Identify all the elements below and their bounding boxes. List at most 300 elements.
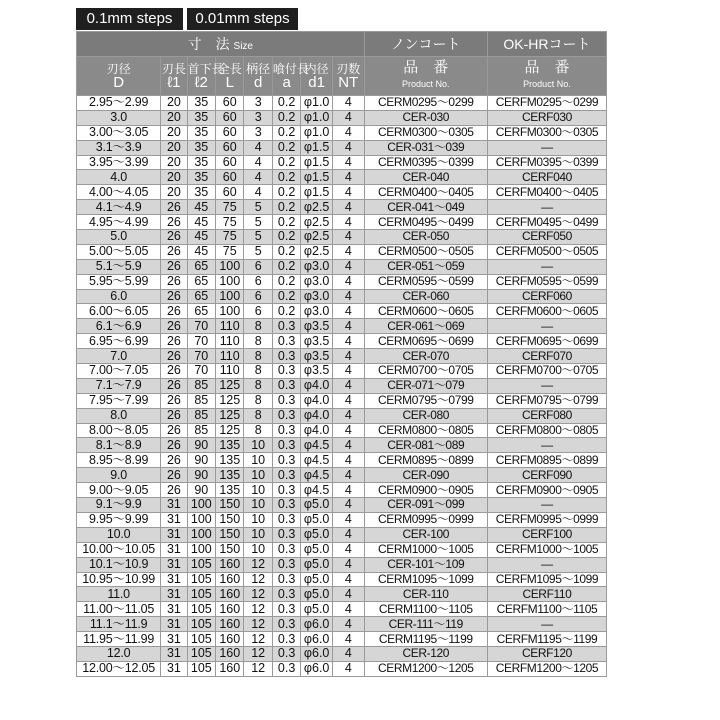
- cell-chamfer-length: 0.3: [272, 319, 300, 334]
- cell-product-ok-hr: CERF120: [487, 646, 606, 661]
- cell-shank-diameter: 8: [244, 378, 272, 393]
- cell-product-non-coat: CERM0300〜0305: [364, 125, 487, 140]
- cell-diameter: 11.95〜11.99: [77, 632, 161, 647]
- cell-overall-length: 125: [216, 378, 244, 393]
- cell-product-ok-hr: —: [487, 498, 606, 513]
- cell-diameter: 6.1〜6.9: [77, 319, 161, 334]
- cell-diameter: 9.95〜9.99: [77, 512, 161, 527]
- cell-inner-diameter: φ6.0: [301, 646, 333, 661]
- cell-chamfer-length: 0.2: [272, 259, 300, 274]
- cell-overall-length: 125: [216, 408, 244, 423]
- cell-overall-length: 160: [216, 632, 244, 647]
- cell-product-ok-hr: CERFM0500〜0505: [487, 244, 606, 259]
- ok-hr-coat-group-header: OK-HRコート: [487, 32, 606, 57]
- cell-flute-length: 26: [161, 319, 187, 334]
- cell-teeth: 4: [332, 96, 364, 111]
- cell-product-non-coat: CERM0500〜0505: [364, 244, 487, 259]
- table-row: [77, 125, 607, 140]
- cell-shank-diameter: 6: [244, 274, 272, 289]
- cell-overall-length: 110: [216, 319, 244, 334]
- cell-diameter: 10.00〜10.05: [77, 542, 161, 557]
- cell-inner-diameter: φ1.0: [301, 125, 333, 140]
- cell-chamfer-length: 0.3: [272, 512, 300, 527]
- table-row: [77, 408, 607, 423]
- cell-flute-length: 26: [161, 274, 187, 289]
- cell-shank-diameter: 10: [244, 498, 272, 513]
- cell-overall-length: 125: [216, 393, 244, 408]
- cell-product-non-coat: CERM1000〜1005: [364, 542, 487, 557]
- cell-teeth: 4: [332, 617, 364, 632]
- cell-chamfer-length: 0.3: [272, 483, 300, 498]
- cell-flute-length: 26: [161, 423, 187, 438]
- cell-product-non-coat: CERM0795〜0799: [364, 393, 487, 408]
- cell-chamfer-length: 0.3: [272, 378, 300, 393]
- cell-neck-length: 70: [187, 334, 215, 349]
- cell-neck-length: 100: [187, 542, 215, 557]
- cell-neck-length: 45: [187, 230, 215, 245]
- tab-0-01mm-steps[interactable]: 0.01mm steps: [187, 8, 298, 30]
- cell-product-ok-hr: CERFM0700〜0705: [487, 364, 606, 379]
- cell-product-ok-hr: —: [487, 617, 606, 632]
- col-header-number-of-teeth: 刃数 NT: [332, 57, 364, 96]
- cell-flute-length: 31: [161, 572, 187, 587]
- cell-flute-length: 20: [161, 96, 187, 111]
- cell-neck-length: 90: [187, 438, 215, 453]
- cell-product-ok-hr: CERFM0595〜0599: [487, 274, 606, 289]
- cell-product-ok-hr: —: [487, 319, 606, 334]
- cell-diameter: 4.1〜4.9: [77, 200, 161, 215]
- table-row: [77, 438, 607, 453]
- cell-inner-diameter: φ2.5: [301, 215, 333, 230]
- cell-chamfer-length: 0.3: [272, 349, 300, 364]
- cell-chamfer-length: 0.3: [272, 602, 300, 617]
- cell-teeth: 4: [332, 393, 364, 408]
- cell-flute-length: 20: [161, 140, 187, 155]
- cell-product-non-coat: CER-060: [364, 289, 487, 304]
- cell-flute-length: 26: [161, 483, 187, 498]
- cell-product-ok-hr: CERF050: [487, 230, 606, 245]
- cell-flute-length: 31: [161, 527, 187, 542]
- cell-overall-length: 60: [216, 185, 244, 200]
- cell-diameter: 7.1〜7.9: [77, 378, 161, 393]
- cell-flute-length: 26: [161, 289, 187, 304]
- table-row: [77, 185, 607, 200]
- cell-product-ok-hr: CERFM0300〜0305: [487, 125, 606, 140]
- cell-diameter: 6.95〜6.99: [77, 334, 161, 349]
- col-header-flute-length: 刃長 ℓ1: [161, 57, 187, 96]
- cell-product-non-coat: CERM0400〜0405: [364, 185, 487, 200]
- col-header-overall-length: 全長 L: [216, 57, 244, 96]
- table-row: [77, 572, 607, 587]
- cell-product-non-coat: CERM0700〜0705: [364, 364, 487, 379]
- cell-product-non-coat: CER-030: [364, 110, 487, 125]
- cell-product-ok-hr: CERF060: [487, 289, 606, 304]
- cell-overall-length: 160: [216, 617, 244, 632]
- cell-flute-length: 31: [161, 587, 187, 602]
- cell-inner-diameter: φ3.0: [301, 259, 333, 274]
- cell-overall-length: 75: [216, 230, 244, 245]
- cell-flute-length: 20: [161, 125, 187, 140]
- cell-product-non-coat: CER-031〜039: [364, 140, 487, 155]
- cell-chamfer-length: 0.3: [272, 661, 300, 676]
- cell-product-ok-hr: CERFM0795〜0799: [487, 393, 606, 408]
- cell-overall-length: 110: [216, 349, 244, 364]
- cell-teeth: 4: [332, 483, 364, 498]
- cell-product-non-coat: CER-041〜049: [364, 200, 487, 215]
- cell-flute-length: 31: [161, 498, 187, 513]
- cell-inner-diameter: φ6.0: [301, 661, 333, 676]
- cell-product-non-coat: CER-111〜119: [364, 617, 487, 632]
- table-row: [77, 646, 607, 661]
- cell-product-ok-hr: CERFM1195〜1199: [487, 632, 606, 647]
- cell-overall-length: 75: [216, 244, 244, 259]
- cell-neck-length: 70: [187, 364, 215, 379]
- table-row: [77, 96, 607, 111]
- cell-product-non-coat: CER-120: [364, 646, 487, 661]
- cell-neck-length: 35: [187, 125, 215, 140]
- cell-flute-length: 26: [161, 215, 187, 230]
- cell-teeth: 4: [332, 244, 364, 259]
- cell-overall-length: 100: [216, 274, 244, 289]
- cell-inner-diameter: φ4.0: [301, 393, 333, 408]
- cell-shank-diameter: 4: [244, 170, 272, 185]
- cell-shank-diameter: 10: [244, 468, 272, 483]
- cell-product-non-coat: CERM0600〜0605: [364, 304, 487, 319]
- header-row-columns: [77, 57, 607, 96]
- cell-product-ok-hr: CERF030: [487, 110, 606, 125]
- cell-chamfer-length: 0.3: [272, 438, 300, 453]
- cell-chamfer-length: 0.2: [272, 244, 300, 259]
- cell-teeth: 4: [332, 334, 364, 349]
- cell-chamfer-length: 0.3: [272, 527, 300, 542]
- cell-product-non-coat: CERM0295〜0299: [364, 96, 487, 111]
- cell-diameter: 9.1〜9.9: [77, 498, 161, 513]
- cell-overall-length: 160: [216, 557, 244, 572]
- cell-overall-length: 150: [216, 512, 244, 527]
- cell-diameter: 12.00〜12.05: [77, 661, 161, 676]
- cell-diameter: 7.95〜7.99: [77, 393, 161, 408]
- cell-diameter: 6.00〜6.05: [77, 304, 161, 319]
- cell-inner-diameter: φ1.5: [301, 140, 333, 155]
- cell-flute-length: 26: [161, 304, 187, 319]
- cell-chamfer-length: 0.3: [272, 587, 300, 602]
- cell-neck-length: 85: [187, 393, 215, 408]
- size-label: 寸 法: [187, 36, 230, 52]
- cell-diameter: 8.0: [77, 408, 161, 423]
- cell-inner-diameter: φ2.5: [301, 200, 333, 215]
- cell-teeth: 4: [332, 453, 364, 468]
- cell-shank-diameter: 5: [244, 200, 272, 215]
- cell-overall-length: 135: [216, 468, 244, 483]
- cell-shank-diameter: 12: [244, 572, 272, 587]
- table-row: [77, 274, 607, 289]
- cell-flute-length: 31: [161, 512, 187, 527]
- cell-inner-diameter: φ3.5: [301, 334, 333, 349]
- cell-chamfer-length: 0.3: [272, 542, 300, 557]
- cell-inner-diameter: φ5.0: [301, 542, 333, 557]
- cell-teeth: 4: [332, 200, 364, 215]
- cell-shank-diameter: 10: [244, 438, 272, 453]
- cell-product-ok-hr: CERFM0295〜0299: [487, 96, 606, 111]
- cell-overall-length: 160: [216, 572, 244, 587]
- cell-neck-length: 105: [187, 572, 215, 587]
- cell-product-non-coat: CER-051〜059: [364, 259, 487, 274]
- cell-shank-diameter: 10: [244, 483, 272, 498]
- cell-product-ok-hr: CERFM0695〜0699: [487, 334, 606, 349]
- cell-flute-length: 26: [161, 200, 187, 215]
- cell-overall-length: 100: [216, 304, 244, 319]
- table-row: [77, 334, 607, 349]
- cell-product-ok-hr: CERF040: [487, 170, 606, 185]
- cell-teeth: 4: [332, 274, 364, 289]
- cell-neck-length: 45: [187, 215, 215, 230]
- cell-flute-length: 26: [161, 408, 187, 423]
- cell-flute-length: 26: [161, 349, 187, 364]
- cell-product-non-coat: CER-050: [364, 230, 487, 245]
- cell-teeth: 4: [332, 185, 364, 200]
- cell-product-non-coat: CER-110: [364, 587, 487, 602]
- cell-overall-length: 135: [216, 483, 244, 498]
- cell-overall-length: 160: [216, 646, 244, 661]
- cell-shank-diameter: 4: [244, 185, 272, 200]
- table-row: [77, 602, 607, 617]
- cell-product-non-coat: CER-070: [364, 349, 487, 364]
- cell-diameter: 3.1〜3.9: [77, 140, 161, 155]
- cell-inner-diameter: φ1.5: [301, 185, 333, 200]
- header-row-groups: [77, 32, 607, 57]
- cell-chamfer-length: 0.2: [272, 96, 300, 111]
- cell-neck-length: 100: [187, 512, 215, 527]
- cell-neck-length: 105: [187, 661, 215, 676]
- tab-0-1mm-steps[interactable]: 0.1mm steps: [76, 8, 183, 30]
- cell-teeth: 4: [332, 438, 364, 453]
- cell-neck-length: 35: [187, 185, 215, 200]
- cell-inner-diameter: φ1.0: [301, 110, 333, 125]
- cell-neck-length: 105: [187, 632, 215, 647]
- cell-neck-length: 105: [187, 587, 215, 602]
- cell-diameter: 2.95〜2.99: [77, 96, 161, 111]
- col-header-product-no-non-coat: 品 番 Product No.: [364, 57, 487, 96]
- col-header-chamfer-length: 喰付長 a: [272, 57, 300, 96]
- cell-product-non-coat: CERM1095〜1099: [364, 572, 487, 587]
- cell-chamfer-length: 0.3: [272, 617, 300, 632]
- cell-teeth: 4: [332, 304, 364, 319]
- cell-inner-diameter: φ5.0: [301, 587, 333, 602]
- cell-overall-length: 125: [216, 423, 244, 438]
- cell-shank-diameter: 12: [244, 617, 272, 632]
- cell-flute-length: 31: [161, 661, 187, 676]
- table-row: [77, 617, 607, 632]
- cell-chamfer-length: 0.3: [272, 423, 300, 438]
- cell-inner-diameter: φ5.0: [301, 512, 333, 527]
- cell-teeth: 4: [332, 364, 364, 379]
- cell-neck-length: 105: [187, 646, 215, 661]
- cell-chamfer-length: 0.2: [272, 200, 300, 215]
- cell-neck-length: 65: [187, 289, 215, 304]
- cell-flute-length: 26: [161, 453, 187, 468]
- table-row: [77, 483, 607, 498]
- col-header-product-no-ok-hr: 品 番 Product No.: [487, 57, 606, 96]
- cell-chamfer-length: 0.2: [272, 304, 300, 319]
- cell-shank-diameter: 5: [244, 230, 272, 245]
- cell-product-non-coat: CER-101〜109: [364, 557, 487, 572]
- cell-product-non-coat: CER-090: [364, 468, 487, 483]
- cell-diameter: 4.0: [77, 170, 161, 185]
- cell-inner-diameter: φ3.0: [301, 274, 333, 289]
- cell-overall-length: 75: [216, 215, 244, 230]
- cell-overall-length: 60: [216, 125, 244, 140]
- cell-diameter: 5.95〜5.99: [77, 274, 161, 289]
- cell-shank-diameter: 8: [244, 393, 272, 408]
- table-row: [77, 453, 607, 468]
- cell-shank-diameter: 10: [244, 512, 272, 527]
- cell-inner-diameter: φ4.0: [301, 378, 333, 393]
- cell-shank-diameter: 12: [244, 646, 272, 661]
- cell-shank-diameter: 8: [244, 349, 272, 364]
- cell-product-ok-hr: —: [487, 259, 606, 274]
- cell-shank-diameter: 12: [244, 632, 272, 647]
- cell-diameter: 10.0: [77, 527, 161, 542]
- cell-teeth: 4: [332, 512, 364, 527]
- cell-diameter: 11.0: [77, 587, 161, 602]
- cell-flute-length: 26: [161, 468, 187, 483]
- cell-flute-length: 20: [161, 155, 187, 170]
- cell-chamfer-length: 0.2: [272, 110, 300, 125]
- cell-inner-diameter: φ3.5: [301, 349, 333, 364]
- cell-neck-length: 35: [187, 140, 215, 155]
- cell-neck-length: 90: [187, 453, 215, 468]
- cell-teeth: 4: [332, 319, 364, 334]
- cell-chamfer-length: 0.2: [272, 289, 300, 304]
- cell-teeth: 4: [332, 542, 364, 557]
- cell-shank-diameter: 10: [244, 527, 272, 542]
- cell-teeth: 4: [332, 125, 364, 140]
- cell-product-non-coat: CERM0695〜0699: [364, 334, 487, 349]
- cell-flute-length: 31: [161, 602, 187, 617]
- cell-product-non-coat: CERM0995〜0999: [364, 512, 487, 527]
- cell-diameter: 8.95〜8.99: [77, 453, 161, 468]
- cell-chamfer-length: 0.3: [272, 557, 300, 572]
- cell-shank-diameter: 10: [244, 453, 272, 468]
- cell-neck-length: 65: [187, 259, 215, 274]
- cell-product-non-coat: CER-071〜079: [364, 378, 487, 393]
- cell-product-non-coat: CERM0800〜0805: [364, 423, 487, 438]
- cell-teeth: 4: [332, 259, 364, 274]
- cell-product-ok-hr: CERFM0900〜0905: [487, 483, 606, 498]
- cell-chamfer-length: 0.3: [272, 646, 300, 661]
- cell-chamfer-length: 0.2: [272, 215, 300, 230]
- cell-chamfer-length: 0.3: [272, 393, 300, 408]
- table-row: [77, 587, 607, 602]
- table-row: [77, 140, 607, 155]
- cell-flute-length: 26: [161, 259, 187, 274]
- size-sub-label: Size: [233, 41, 253, 52]
- cell-overall-length: 60: [216, 110, 244, 125]
- table-row: [77, 200, 607, 215]
- cell-teeth: 4: [332, 468, 364, 483]
- cell-product-ok-hr: CERFM1100〜1105: [487, 602, 606, 617]
- col-header-neck-length: 首下長 ℓ2: [187, 57, 215, 96]
- cell-diameter: 3.0: [77, 110, 161, 125]
- cell-product-ok-hr: CERFM1200〜1205: [487, 661, 606, 676]
- cell-diameter: 8.1〜8.9: [77, 438, 161, 453]
- cell-teeth: 4: [332, 632, 364, 647]
- cell-product-non-coat: CERM1100〜1105: [364, 602, 487, 617]
- cell-diameter: 5.0: [77, 230, 161, 245]
- cell-overall-length: 150: [216, 498, 244, 513]
- cell-neck-length: 70: [187, 319, 215, 334]
- cell-inner-diameter: φ4.0: [301, 408, 333, 423]
- table-row: [77, 364, 607, 379]
- cell-chamfer-length: 0.2: [272, 274, 300, 289]
- cell-neck-length: 35: [187, 155, 215, 170]
- cell-diameter: 4.00〜4.05: [77, 185, 161, 200]
- cell-neck-length: 105: [187, 617, 215, 632]
- table-row: [77, 512, 607, 527]
- cell-overall-length: 100: [216, 289, 244, 304]
- cell-product-ok-hr: CERF090: [487, 468, 606, 483]
- cell-overall-length: 60: [216, 170, 244, 185]
- cell-product-non-coat: CER-040: [364, 170, 487, 185]
- cell-neck-length: 100: [187, 498, 215, 513]
- cell-product-non-coat: CER-100: [364, 527, 487, 542]
- cell-neck-length: 85: [187, 378, 215, 393]
- cell-flute-length: 26: [161, 393, 187, 408]
- cell-teeth: 4: [332, 155, 364, 170]
- cell-product-ok-hr: CERFM0395〜0399: [487, 155, 606, 170]
- cell-inner-diameter: φ6.0: [301, 632, 333, 647]
- cell-diameter: 10.95〜10.99: [77, 572, 161, 587]
- cell-product-non-coat: CERM1200〜1205: [364, 661, 487, 676]
- cell-product-ok-hr: CERFM0800〜0805: [487, 423, 606, 438]
- cell-product-ok-hr: —: [487, 438, 606, 453]
- cell-inner-diameter: φ6.0: [301, 617, 333, 632]
- cell-diameter: 12.0: [77, 646, 161, 661]
- cell-teeth: 4: [332, 602, 364, 617]
- cell-flute-length: 20: [161, 185, 187, 200]
- non-coat-group-header: ノンコート: [364, 32, 487, 57]
- table-row: [77, 661, 607, 676]
- cell-chamfer-length: 0.3: [272, 572, 300, 587]
- cell-flute-length: 26: [161, 438, 187, 453]
- cell-product-non-coat: CER-080: [364, 408, 487, 423]
- cell-flute-length: 26: [161, 364, 187, 379]
- cell-inner-diameter: φ3.5: [301, 364, 333, 379]
- cell-product-ok-hr: CERF110: [487, 587, 606, 602]
- cell-product-ok-hr: CERF100: [487, 527, 606, 542]
- table-row: [77, 110, 607, 125]
- table-row: [77, 170, 607, 185]
- cell-shank-diameter: 4: [244, 155, 272, 170]
- size-group-header: [77, 32, 365, 57]
- cell-shank-diameter: 5: [244, 244, 272, 259]
- cell-inner-diameter: φ3.5: [301, 319, 333, 334]
- cell-diameter: 6.0: [77, 289, 161, 304]
- cell-inner-diameter: φ2.5: [301, 244, 333, 259]
- cell-inner-diameter: φ4.5: [301, 453, 333, 468]
- cell-neck-length: 35: [187, 96, 215, 111]
- cell-teeth: 4: [332, 215, 364, 230]
- cell-flute-length: 26: [161, 230, 187, 245]
- cell-product-ok-hr: CERFM0495〜0499: [487, 215, 606, 230]
- cell-teeth: 4: [332, 587, 364, 602]
- cell-chamfer-length: 0.3: [272, 632, 300, 647]
- cell-overall-length: 60: [216, 140, 244, 155]
- cell-flute-length: 20: [161, 170, 187, 185]
- cell-overall-length: 110: [216, 334, 244, 349]
- cell-inner-diameter: φ3.0: [301, 304, 333, 319]
- table-row: [77, 215, 607, 230]
